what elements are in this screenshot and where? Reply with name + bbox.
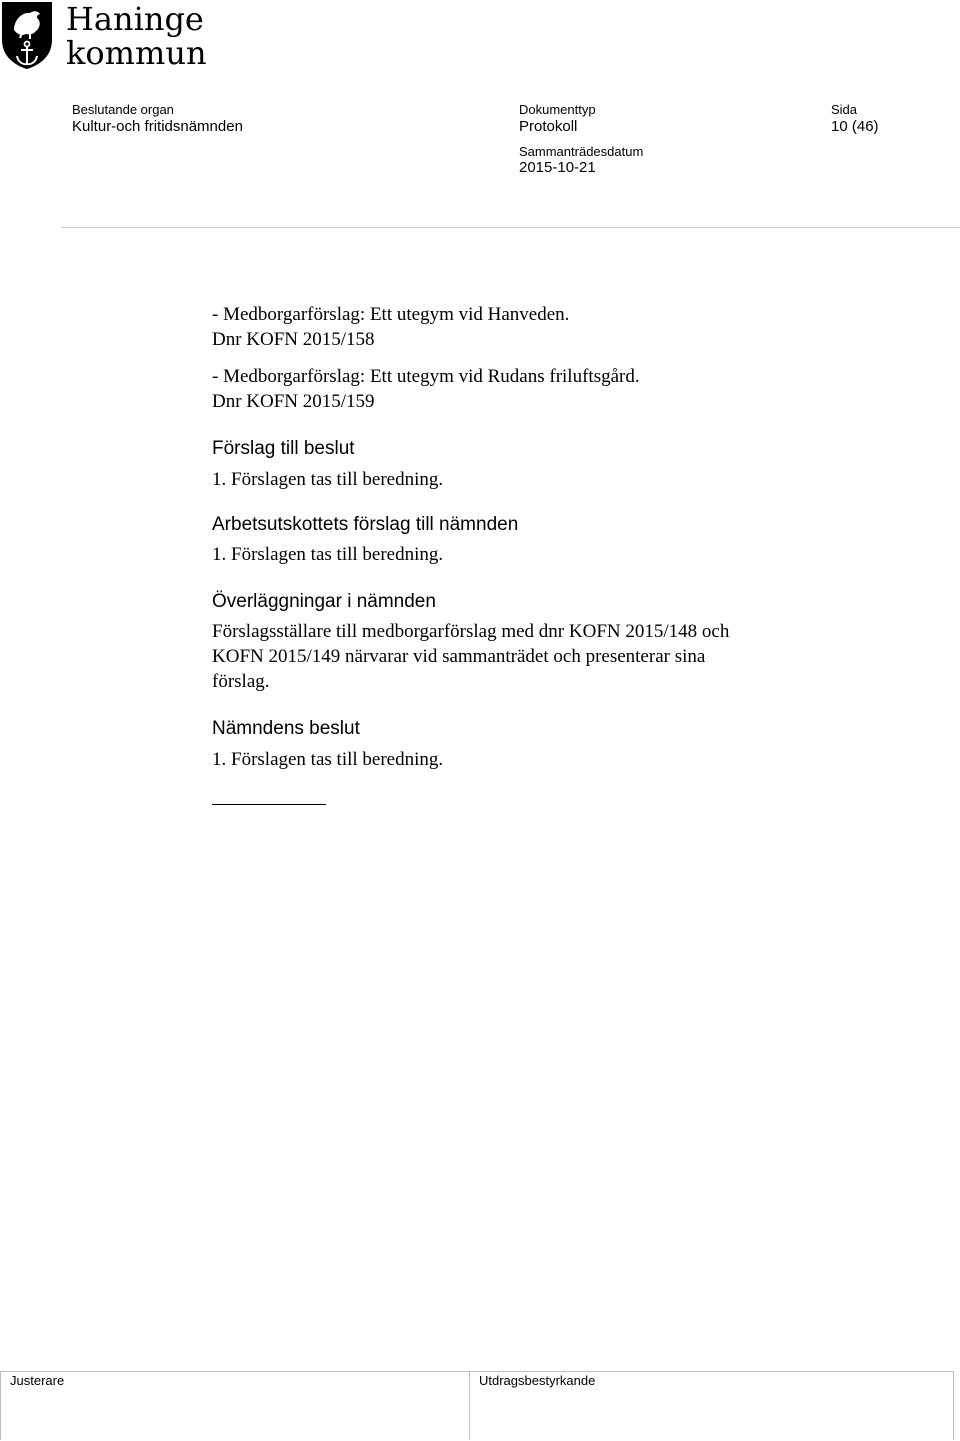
au-forslag-text: 1. Förslagen tas till beredning. <box>212 544 444 565</box>
footer-right-border <box>953 1371 954 1440</box>
meeting-date-label: Sammanträdesdatum <box>519 144 644 159</box>
meeting-date-value: 2015-10-21 <box>519 159 596 176</box>
header-divider <box>62 227 960 228</box>
page-label: Sida <box>831 102 858 117</box>
organ-label: Beslutande organ <box>72 102 174 117</box>
municipality-logo-text <box>66 2 207 70</box>
doctype-value: Protokoll <box>519 118 578 135</box>
overlaggningar-line-2: KOFN 2015/149 närvarar vid sammanträdet och presenterar sina <box>212 646 706 667</box>
page-value: 10 (46) <box>831 118 879 135</box>
justerare-label: Justerare <box>10 1373 65 1388</box>
proposal-2-title: - Medborgarförslag: Ett utegym vid Rudans friluftsgård. <box>212 366 640 387</box>
doctype-label: Dokumenttyp <box>519 102 596 117</box>
footer-left-border <box>0 1371 1 1440</box>
section-end-rule <box>212 804 326 805</box>
heading-arbetsutskottets-forslag: Arbetsutskottets förslag till nämnden <box>212 514 519 535</box>
footer-signature-boxes <box>0 1371 954 1441</box>
heading-overlaggningar: Överläggningar i nämnden <box>212 591 436 612</box>
utdragsbestyrkande-label: Utdragsbestyrkande <box>479 1373 596 1388</box>
heading-namndens-beslut: Nämndens beslut <box>212 718 360 739</box>
footer-divider <box>469 1371 470 1440</box>
forslag-text: 1. Förslagen tas till beredning. <box>212 469 444 490</box>
overlaggningar-line-1: Förslagsställare till medborgarförslag med dnr KOFN 2015/148 och <box>212 621 730 642</box>
overlaggningar-line-3: förslag. <box>212 671 270 692</box>
heading-forslag-till-beslut: Förslag till beslut <box>212 438 355 459</box>
proposal-2-dnr: Dnr KOFN 2015/159 <box>212 391 375 412</box>
logo-line-1: Haninge <box>66 0 204 38</box>
organ-value: Kultur-och fritidsnämnden <box>72 118 243 135</box>
beslut-text: 1. Förslagen tas till beredning. <box>212 749 444 770</box>
proposal-1-title: - Medborgarförslag: Ett utegym vid Hanveden. <box>212 304 570 325</box>
coat-of-arms-icon <box>0 0 54 70</box>
logo-line-2: kommun <box>66 34 207 72</box>
proposal-1-dnr: Dnr KOFN 2015/158 <box>212 329 375 350</box>
